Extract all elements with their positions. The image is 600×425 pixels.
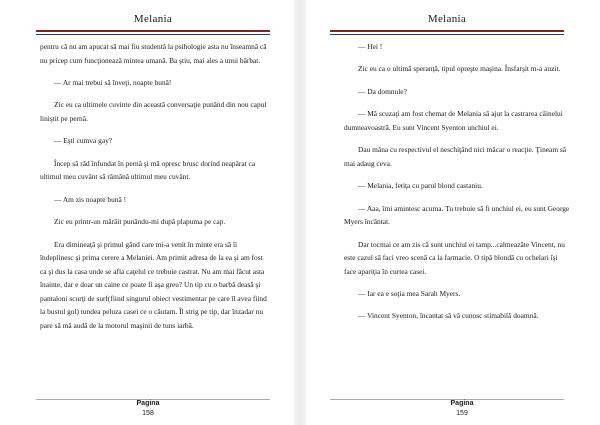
paragraph: Zic eu ca o ultimă speranţă, tipul opreşte maşina. Însfarşit m-a auzit. — [358, 64, 561, 74]
paragraph: — Mă scuzaţi am fost chemat de Melania să ajut la castrarea câinelui dumneavoastră. Eu sunt Vincent Syenton unchiul ei. — [344, 109, 563, 132]
paragraph: Era dimineaţă şi primul gând care mi-a venit în minte era să îi îndeplinesc şi prima cerere a Melaniei. Am primit adresa de la ea şi am fost ca şi dus la casa unde se afla caţelul ce trebuie castrat. Nu am mai făcut asta înainte, dar e doar un caine ce poate fi aşa greu? Un tip cu o barbă deasă şi pantaloni scurţi de surf(fiind singurul obiect vestimentar pe care îl avea fiind la bustul gol) tundea peluza casei ce o căutam. Îl strig pe tip, dar înzadar nu pare să mă audă de la motorul maşinii de tuns iarbă. — [40, 239, 267, 331]
paragraph: — Da domnule? — [358, 86, 407, 96]
header-divider — [36, 30, 270, 37]
paragraph: — Hei ! — [358, 42, 383, 51]
paragraph: — Eşti cumva gay? — [54, 136, 113, 146]
paragraph: — Melania, fetiţa cu parul blond castaniu. — [358, 181, 483, 191]
left-page — [0, 0, 294, 425]
header-divider — [330, 30, 564, 37]
page-label: Pagina — [136, 400, 160, 407]
book-gutter — [294, 0, 306, 425]
paragraph: pentru că nu am apucat să mai fiu studentă la psihologie asta nu înseamnă că nu pricep cum funcţionează mintea umană. Ba ştiu, mai ales a unui bărbat. — [40, 42, 267, 65]
running-header: Melania — [427, 13, 467, 25]
page-number: 159 — [456, 410, 468, 417]
paragraph: — Vincent Syenton, încantat să vă cunosc stimabilă doamnă. — [358, 311, 539, 321]
page-body — [40, 40, 268, 341]
right-page — [306, 0, 600, 425]
page-label: Pagina — [450, 400, 474, 407]
paragraph: — Am zis noapte bună ! — [54, 194, 127, 204]
paragraph: — Ar mai trebui să înveţi, noapte bună! — [54, 77, 172, 87]
paragraph: — Aaa, îmi amintesc acuma. Tu trebuie să fi unchiul ei, eu sunt George Myers încântat. — [344, 203, 570, 227]
paragraph: Zic eu ca ultimele cuvinte din această conversaţie punând din nou capul liniştit pe pernă. — [40, 100, 267, 123]
page-number: 158 — [142, 410, 154, 417]
running-header: Melania — [133, 13, 173, 25]
paragraph: Zic eu printr-un mârâit punându-mi după plapuma pe cap. — [54, 217, 226, 227]
paragraph: — Iar ea e soţia mea Sarah Myers. — [358, 289, 461, 299]
page-body — [344, 40, 570, 332]
paragraph: Dar tocmai ce am zis că sunt unchiul ei tamp...calmeazăte Vincent, nu este cazul să faci vreo scenă ca la farmacie. O tipă blondă cu ochelari îşi face apariţia în curtea casei. — [344, 239, 565, 276]
paragraph: Încep să râd înfundat în pernă şi mă opresc brusc dorind neapărat ca ultimul meu cuvânt să rămână ultimul meu cuvânt. — [40, 158, 256, 182]
paragraph: Dau mâna cu respectivul el neschiţând nici măcar o reacţie. Ţineam să mai adaug ceva. — [344, 145, 567, 168]
